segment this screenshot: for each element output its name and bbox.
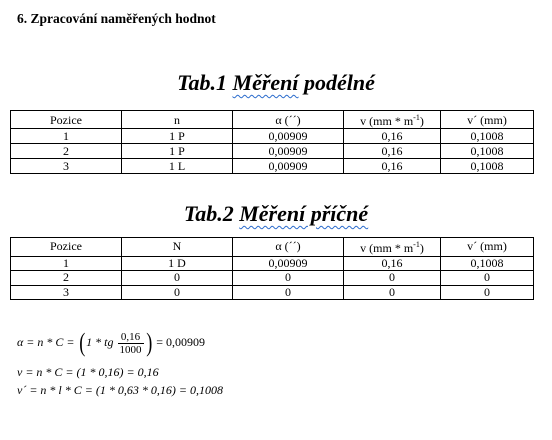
header-v: v $(mm * m^{-1})$ xyxy=(344,238,441,257)
formula-alpha-lhs: α = n * C = xyxy=(17,334,75,349)
formula-v-text: v = n * C = (1 * 0,16) = 0,16 xyxy=(17,365,159,379)
cell-v: 0,16 xyxy=(344,129,441,144)
header-n: n xyxy=(122,111,233,129)
fraction xyxy=(118,331,144,356)
cell-pozice: 3 xyxy=(11,159,122,174)
cell-v: 0,16 xyxy=(344,256,441,271)
cell-n: 0 xyxy=(122,285,233,300)
cell-vprime: 0,1008 xyxy=(441,256,534,271)
header-alpha: α (´´) xyxy=(233,111,344,129)
table-row xyxy=(11,159,534,174)
formula-v xyxy=(17,365,159,380)
table-row xyxy=(11,129,534,144)
cell-alpha: 0,00909 xyxy=(233,129,344,144)
header-pozice: Pozice xyxy=(11,238,122,257)
cell-v: 0 xyxy=(344,285,441,300)
fraction-numerator: 0,16 xyxy=(118,331,144,344)
header-pozice: Pozice xyxy=(11,111,122,129)
cell-n: 1 D xyxy=(122,256,233,271)
cell-pozice: 1 xyxy=(11,129,122,144)
header-vprime: v´ (mm) xyxy=(441,238,534,257)
table-row xyxy=(11,256,534,271)
formula-alpha-tg: 1 * tg xyxy=(86,334,114,349)
cell-pozice: 2 xyxy=(11,271,122,286)
cell-vprime: 0 xyxy=(441,285,534,300)
cell-pozice: 3 xyxy=(11,285,122,300)
close-paren-icon: ) xyxy=(145,328,152,357)
table2-header-row xyxy=(11,238,534,257)
cell-n: 1 P xyxy=(122,129,233,144)
table-row xyxy=(11,271,534,286)
cell-alpha: 0,00909 xyxy=(233,159,344,174)
formula-alpha xyxy=(17,330,205,356)
cell-n: 0 xyxy=(122,271,233,286)
table-row xyxy=(11,144,534,159)
fraction-denominator: 1000 xyxy=(119,343,142,356)
header-v: v $(mm * m^{-1})$ xyxy=(344,111,441,129)
section-heading: 6. Zpracování naměřených hodnot xyxy=(17,11,216,26)
cell-vprime: 0,1008 xyxy=(441,144,534,159)
cell-n: 1 L xyxy=(122,159,233,174)
table1-header-row xyxy=(11,111,534,129)
header-n: N xyxy=(122,238,233,257)
cell-v: 0 xyxy=(344,271,441,286)
cell-alpha: 0,00909 xyxy=(233,144,344,159)
formula-vprime xyxy=(17,383,223,398)
cell-vprime: 0 xyxy=(441,271,534,286)
cell-alpha: 0 xyxy=(233,285,344,300)
table2 xyxy=(10,237,534,300)
table-row xyxy=(11,285,534,300)
cell-v: 0,16 xyxy=(344,144,441,159)
cell-alpha: 0 xyxy=(233,271,344,286)
formula-vprime-text: v´ = n * l * C = (1 * 0,63 * 0,16) = 0,1008 xyxy=(17,383,223,397)
cell-v: 0,16 xyxy=(344,159,441,174)
cell-pozice: 1 xyxy=(11,256,122,271)
table1-caption: Tab.1 Měření podélné xyxy=(177,70,375,95)
table1 xyxy=(10,110,534,174)
header-alpha: α (´´) xyxy=(233,238,344,257)
cell-vprime: 0,1008 xyxy=(441,129,534,144)
open-paren-icon: ( xyxy=(78,328,85,357)
formula-alpha-result: = 0,00909 xyxy=(156,334,205,349)
cell-alpha: 0,00909 xyxy=(233,256,344,271)
cell-vprime: 0,1008 xyxy=(441,159,534,174)
header-vprime: v´ (mm) xyxy=(441,111,534,129)
table2-caption: Tab.2 Měření příčné xyxy=(183,201,369,226)
cell-pozice: 2 xyxy=(11,144,122,159)
cell-n: 1 P xyxy=(122,144,233,159)
